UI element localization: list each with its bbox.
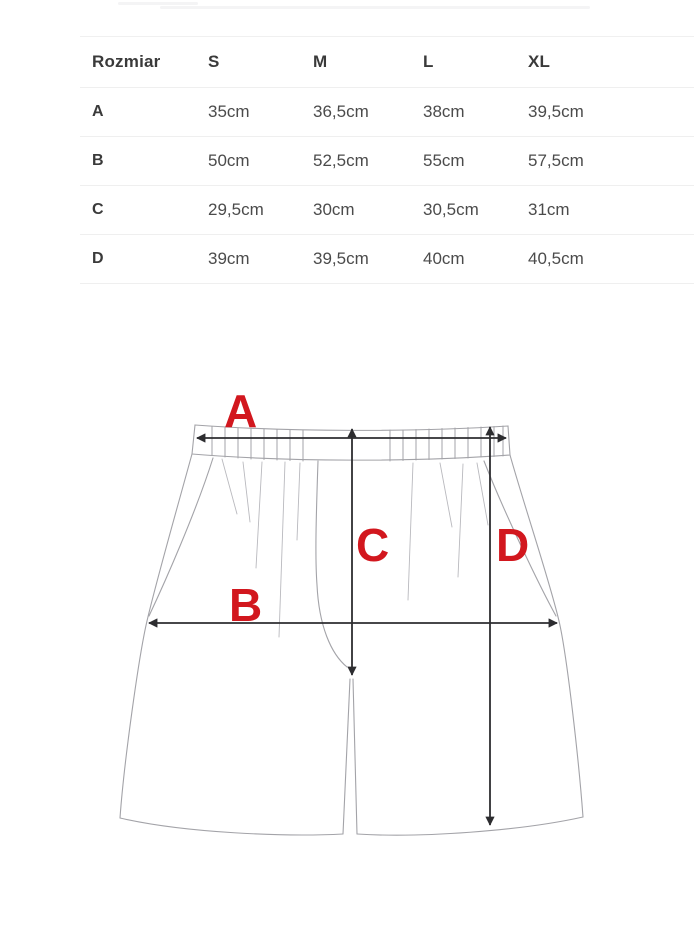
column-header-m: M bbox=[313, 52, 328, 71]
column-header-xl: XL bbox=[528, 52, 551, 71]
table-cell: 40,5cm bbox=[528, 249, 584, 268]
table-cell: 38cm bbox=[423, 102, 465, 121]
table-cell: 31cm bbox=[528, 200, 570, 219]
row-label: D bbox=[92, 250, 104, 267]
table-cell: 30,5cm bbox=[423, 200, 479, 219]
row-label: B bbox=[92, 152, 104, 169]
row-label: A bbox=[92, 103, 104, 120]
table-cell: 50cm bbox=[208, 151, 250, 170]
dimension-label-c: C bbox=[356, 519, 390, 571]
dimension-label-d: D bbox=[496, 519, 530, 571]
table-cell: 35cm bbox=[208, 102, 250, 121]
table-cell: 29,5cm bbox=[208, 200, 264, 219]
column-header-rozmiar: Rozmiar bbox=[92, 52, 161, 71]
table-cell: 57,5cm bbox=[528, 151, 584, 170]
table-cell: 39cm bbox=[208, 249, 250, 268]
table-cell: 52,5cm bbox=[313, 151, 369, 170]
column-header-l: L bbox=[423, 52, 434, 71]
table-cell: 39,5cm bbox=[313, 249, 369, 268]
row-label: C bbox=[92, 201, 104, 218]
table-cell: 55cm bbox=[423, 151, 465, 170]
table-cell: 30cm bbox=[313, 200, 355, 219]
table-cell: 40cm bbox=[423, 249, 465, 268]
table-cell: 36,5cm bbox=[313, 102, 369, 121]
dimension-label-b: B bbox=[229, 579, 263, 631]
column-header-s: S bbox=[208, 52, 220, 71]
dimension-label-a: A bbox=[224, 385, 258, 437]
table-cell: 39,5cm bbox=[528, 102, 584, 121]
